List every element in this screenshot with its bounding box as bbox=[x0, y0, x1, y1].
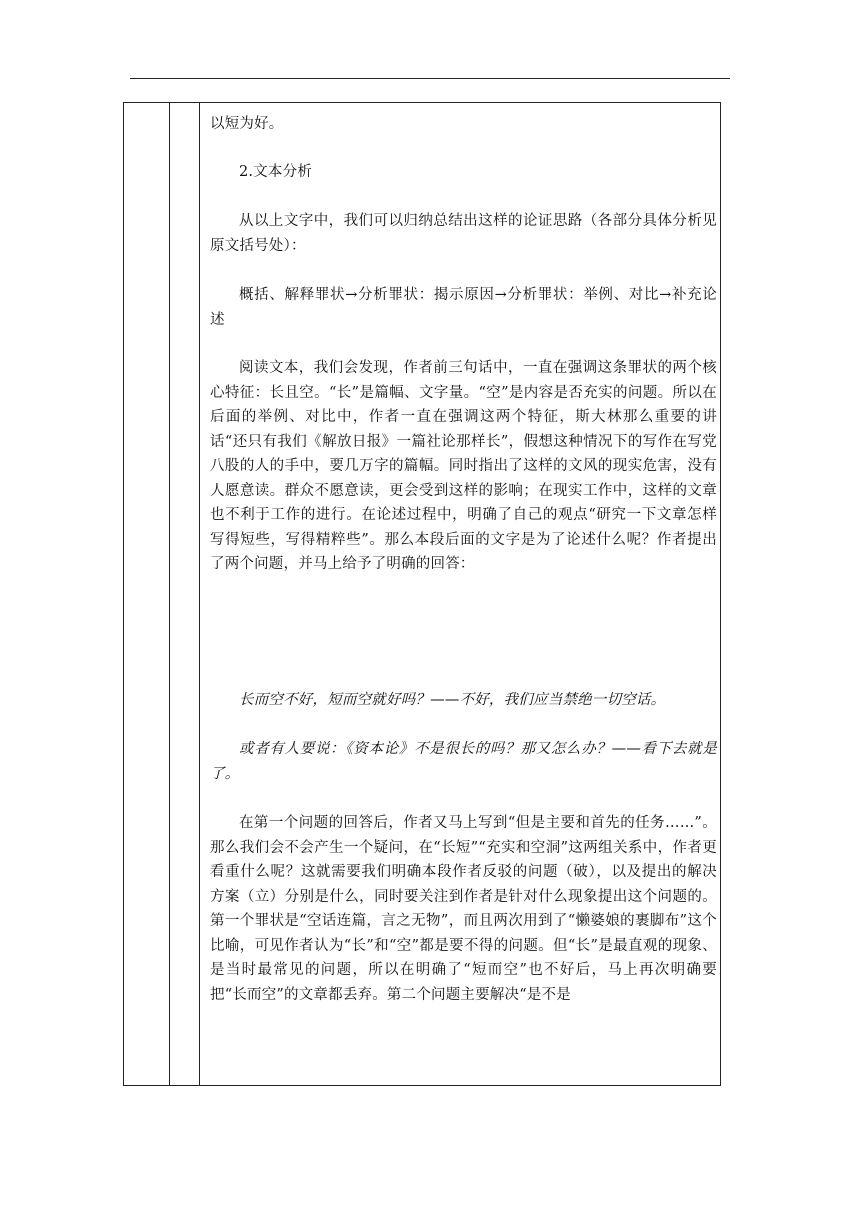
paragraph-analysis: 阅读文本，我们会发现，作者前三句话中，一直在强调这条罪状的两个核心特征：长且空。“长”是篇幅、文字量。“空”是内容是否充实的问题。所以在后面的举例、对比中，作者一直在强调这两个特征，斯大林那么重要的讲话“还只有我们《解放日报》一篇社论那样长”，假想这种情况下的写作在写党八股的人的手中，要几万字的篇幅。同时指出了这样的文风的现实危害，没有人愿意读。群众不愿意读，更会受到这样的影响；在现实工作中，这样的文章也不利于工作的进行。在论述过程中，明确了自己的观点“研究一下文章怎样写得短些，写得精粹些”。那么本段后面的文字是为了论述什么呢？作者提出了两个问题，并马上给予了明确的回答： bbox=[210, 360, 717, 572]
column-divider-2 bbox=[199, 103, 200, 1085]
paragraph-discussion: 在第一个问题的回答后，作者又马上写到“但是主要和首先的任务……”。那么我们会不会产生一个疑问，在“长短”“充实和空洞”这两组关系中，作者更看重什么呢？这就需要我们明确本段作者反驳的问题（破），以及提出的解决方案（立）分别是什么，同时要关注到作者是针对什么现象提出这个问题的。第一个罪状是“空话连篇，言之无物”，而且两次用到了“懒婆娘的裹脚布”这个比喻，可见作者认为“长”和“空”都是要不得的问题。但“长”是最直观的现象、是当时最常见的问题，所以在明确了“短而空”也不好后，马上再次明确要把“长而空”的文章都丢弃。第二个问题主要解决“是不是 bbox=[210, 815, 717, 1003]
paragraph-quote-1: 长而空不好，短而空就好吗？——不好，我们应当禁绝一切空话。 bbox=[239, 692, 666, 708]
header-rule bbox=[130, 78, 730, 79]
paragraph-argument-structure: 概括、解释罪状→分析罪状：揭示原因→分析罪状：举例、对比→补充论述 bbox=[210, 287, 717, 328]
section-heading: 2.文本分析 bbox=[239, 164, 313, 180]
lesson-table bbox=[123, 102, 721, 1086]
column-divider-1 bbox=[169, 103, 170, 1085]
paragraph-summary: 从以上文字中，我们可以归纳总结出这样的论证思路（各部分具体分析见原文括号处）： bbox=[210, 213, 717, 254]
paragraph-continuation: 以短为好。 bbox=[210, 116, 284, 132]
paragraph-quote-2: 或者有人要说：《资本论》不是很长的吗？那又怎么办？——看下去就是了。 bbox=[210, 741, 717, 782]
